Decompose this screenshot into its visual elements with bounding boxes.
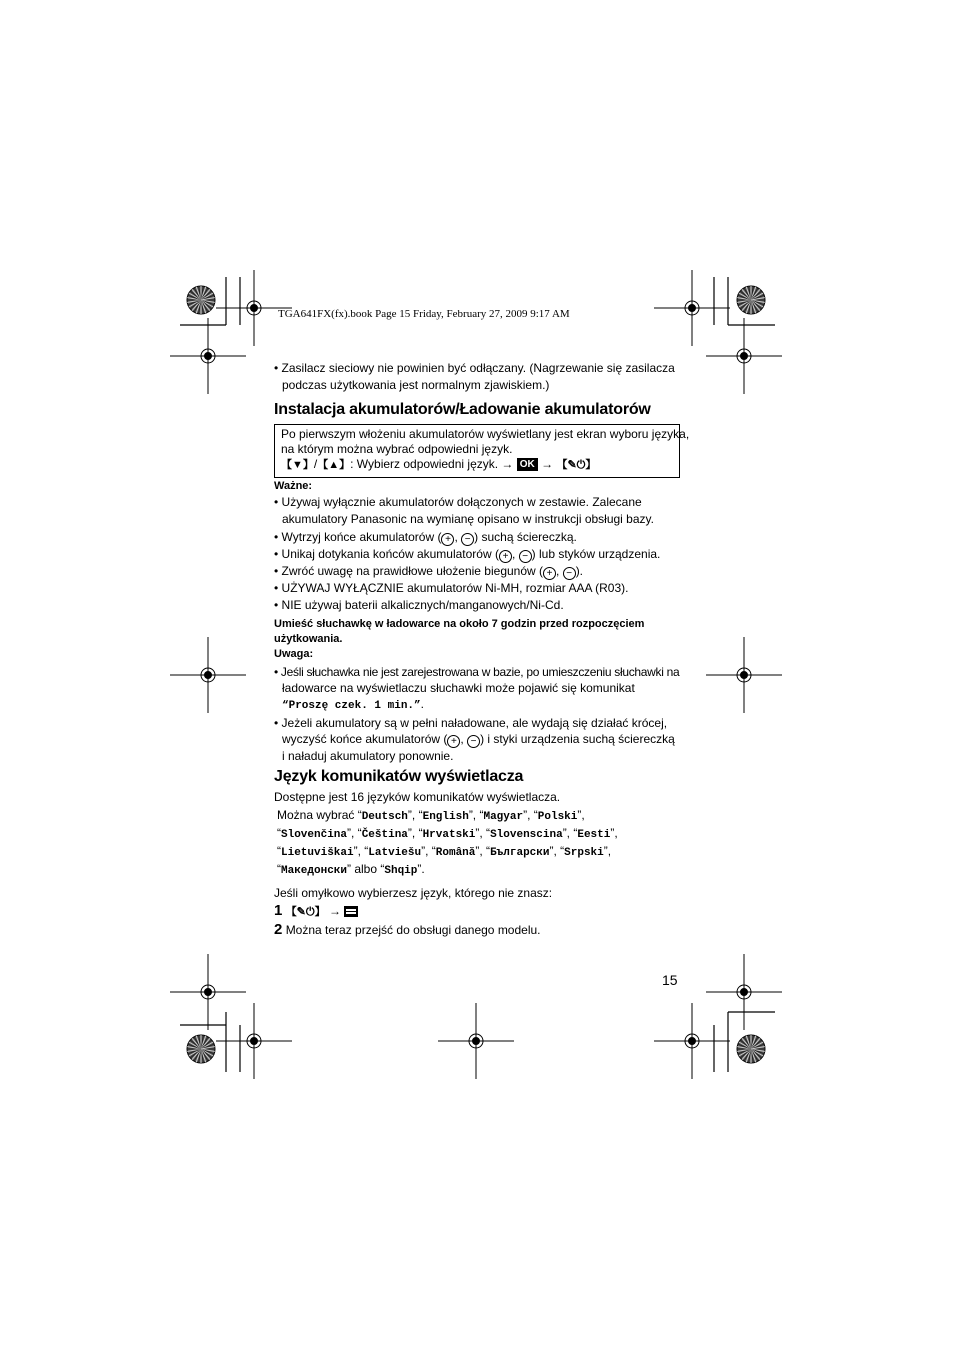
note-1-line-2: ładowarce na wyświetlaczu słuchawki może pojawić się komunikat <box>282 681 635 695</box>
note-2-text: wyczyść końce akumulatorów ( <box>282 732 448 746</box>
registration-mark <box>706 318 782 394</box>
charge-line-1: Umieść słuchawkę w ładowarce na około 7 godzin przed rozpoczęciem <box>274 618 645 630</box>
important-item-wipe <box>274 529 660 546</box>
minus-icon: − <box>461 533 474 546</box>
separator: ”, “ <box>407 808 423 822</box>
important-item-touch <box>274 546 660 563</box>
polarity-text-end: ). <box>575 564 584 578</box>
language-latviesu: Latviešu <box>368 847 422 859</box>
separator: ”, “ <box>475 844 491 858</box>
language-polski: Polski <box>537 811 578 823</box>
note-list <box>274 664 679 764</box>
separator: ”, “ <box>407 826 423 840</box>
language-macedonian: Македонски <box>281 865 348 877</box>
box-line-1: Po pierwszym włożeniu akumulatorów wyświetlany jest ekran wyboru języka, <box>281 427 690 441</box>
registration-mark <box>654 1003 730 1079</box>
note-1-end: . <box>420 697 424 711</box>
separator: ”, “ <box>421 844 436 858</box>
quote: ” <box>610 826 615 840</box>
off-key-icon: 【✎⏻】 <box>556 459 597 471</box>
section-title-language: Język komunikatów wyświetlacza <box>274 768 524 785</box>
important-list <box>274 494 660 614</box>
intro-line-2: podczas użytkowania jest normalnym zjawiskiem.) <box>282 378 550 392</box>
ok-key-icon: OK <box>517 458 538 471</box>
key-separator: / <box>313 457 318 471</box>
quote: “ <box>357 808 362 822</box>
step-1-number: 1 <box>274 902 283 919</box>
key-down: 【▼】 <box>281 459 314 471</box>
quote: “ <box>277 826 281 840</box>
registration-mark <box>170 637 246 713</box>
minus-icon: − <box>467 735 480 748</box>
plus-icon: + <box>543 567 556 580</box>
box-line-3 <box>281 457 689 473</box>
starburst-target <box>187 286 215 314</box>
albo-text: ” albo “ <box>347 862 385 876</box>
separator: ”, “ <box>475 826 491 840</box>
intro-line-1: • Zasilacz sieciowy nie powinien być odłączany. (Nagrzewanie się zasilacza <box>274 361 675 375</box>
note-1-line-1: • Jeśli słuchawka nie jest zarejestrowana w bazie, po umieszczeniu słuchawki na <box>274 665 680 679</box>
available-languages: Dostępne jest 16 języków komunikatów wyświetlacza. <box>274 790 561 804</box>
language-romana: Română <box>435 847 476 859</box>
plus-icon: + <box>441 533 454 546</box>
registration-mark <box>170 954 246 1030</box>
language-hrvatski: Hrvatski <box>422 829 476 841</box>
comma: , <box>454 530 462 544</box>
wrong-language-text: Jeśli omyłkowo wybierzesz język, którego nie znasz: <box>274 886 553 900</box>
language-cestina: Čeština <box>361 829 408 841</box>
registration-mark <box>706 954 782 1030</box>
touch-text-end: ) lub styków urządzenia. <box>531 547 661 561</box>
key-up: 【▲】 <box>317 459 351 471</box>
list-end: ”. <box>417 862 425 876</box>
recovery-steps <box>274 902 541 939</box>
registration-mark <box>216 1003 292 1079</box>
comma: , <box>556 564 563 578</box>
separator: ”, “ <box>468 808 484 822</box>
charge-line-2: użytkowania. <box>274 633 343 645</box>
step-2-text: Można teraz przejść do obsługi danego modelu. <box>285 923 541 937</box>
registration-mark <box>438 1003 514 1079</box>
polarity-text: • Zwróć uwagę na prawidłowe ułożenie biegunów ( <box>274 564 544 578</box>
separator: ”, “ <box>562 826 578 840</box>
book-header: TGA641FX(fx).book Page 15 Friday, February 27, 2009 9:17 AM <box>278 308 570 320</box>
language-shqip: Shqip <box>384 865 418 877</box>
language-english: English <box>422 811 469 823</box>
off-key-icon: 【✎⏻】 <box>285 906 326 918</box>
quote: “ <box>277 844 281 858</box>
comma: , <box>460 732 468 746</box>
starburst-target <box>737 1035 765 1063</box>
plus-icon: + <box>499 550 512 563</box>
wipe-text-end: ) suchą ściereczką. <box>474 530 577 544</box>
choose-prefix: Można wybrać <box>277 808 358 822</box>
important-item-1-line-2: akumulatory Panasonic na wymianę opisano w instrukcji obsługi bazy. <box>282 512 654 526</box>
language-notice-box <box>274 424 690 478</box>
language-magyar: Magyar <box>483 811 524 823</box>
note-label: Uwaga: <box>274 648 314 660</box>
language-srpski: Srpski <box>564 847 604 859</box>
display-message: “Proszę czek. 1 min.” <box>282 700 421 712</box>
language-list: Można wybrać “Deutsch”, “English”, “Magyar”, “Polski”, “Slovenčina”, “Čeština”, “Hrvatski”, “Slovenscina”, “Eesti”, “Lietuviškai”, “Latviešu”, “Română”, “Български”, “Srpski”, “Македонски” albo “Shqip”. <box>277 808 618 877</box>
important-item-nimh: • UŻYWAJ WYŁĄCZNIE akumulatorów Ni-MH, rozmiar AAA (R03). <box>274 581 629 595</box>
quote: ” <box>603 844 608 858</box>
separator: ”, “ <box>353 844 369 858</box>
language-deutsch: Deutsch <box>361 811 408 823</box>
comma: , <box>511 547 519 561</box>
registration-mark <box>654 270 730 346</box>
charge-instruction <box>274 617 644 662</box>
box-line-2: na którym można wybrać odpowiedni język. <box>281 442 513 456</box>
wipe-text: • Wytrzyj końce akumulatorów ( <box>274 530 442 544</box>
important-item-polarity <box>274 563 660 580</box>
language-bulgarian: Български <box>490 847 550 859</box>
starburst-target <box>737 286 765 314</box>
note-2-text-end: ) i styki urządzenia suchą ściereczką <box>480 732 675 746</box>
quote: “ <box>277 862 281 876</box>
registration-mark <box>706 637 782 713</box>
step-2 <box>274 921 541 939</box>
separator: ”, “ <box>523 808 538 822</box>
minus-icon: − <box>563 567 576 580</box>
step-1 <box>274 902 541 921</box>
important-item-alkaline: • NIE używaj baterii alkalicznych/manganowych/Ni-Cd. <box>274 598 564 612</box>
note-2-line-3: i naładuj akumulatory ponownie. <box>282 749 454 763</box>
page-number: 15 <box>662 972 678 988</box>
registration-mark <box>170 318 246 394</box>
menu-key-icon <box>344 906 358 917</box>
step-2-number: 2 <box>274 921 283 938</box>
separator: ”, “ <box>549 844 565 858</box>
intro-bullet <box>274 360 675 394</box>
arrow-icon: → <box>541 457 554 471</box>
language-slovencina: Slovenčina <box>281 829 348 841</box>
minus-icon: − <box>519 550 532 563</box>
note-2-line-2 <box>274 731 679 748</box>
section-title-batteries: Instalacja akumulatorów/Ładowanie akumulatorów <box>274 401 651 418</box>
box-instruction: : Wybierz odpowiedni język. → <box>350 457 514 471</box>
language-lietuviskai: Lietuviškai <box>281 847 354 859</box>
language-slovenscina: Slovenscina <box>490 829 563 841</box>
note-2-line-1: • Jeżeli akumulatory są w pełni naładowane, ale wydają się działać krócej, <box>274 716 668 730</box>
touch-text: • Unikaj dotykania końców akumulatorów ( <box>274 547 499 561</box>
starburst-target <box>187 1035 215 1063</box>
separator: ”, “ <box>347 826 362 840</box>
language-eesti: Eesti <box>577 829 611 841</box>
important-label: Ważne: <box>274 480 313 492</box>
quote: ” <box>577 808 582 822</box>
plus-icon: + <box>447 735 460 748</box>
important-item-1-line-1: • Używaj wyłącznie akumulatorów dołączonych w zestawie. Zalecane <box>274 495 642 509</box>
arrow-icon: → <box>328 904 341 918</box>
